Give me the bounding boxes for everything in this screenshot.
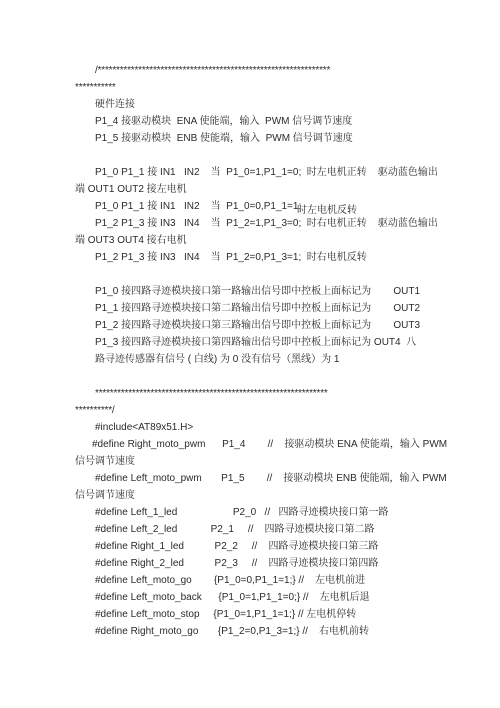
- code-define: #define Left_1_led P2_0 // 四路寻迹模块接口第一路: [95, 507, 389, 518]
- text-line: P1_2 接四路寻迹模块接口第三路输出信号即中控板上面标记为 OUT3: [95, 320, 421, 331]
- text-line: P1_0 P1_1 接 IN1 IN2 当 P1_0=0,P1_1=1;: [95, 201, 302, 212]
- text-line: P1_2 P1_3 接 IN3 IN4 当 P1_2=0,P1_3=1; 时右电机反转: [95, 252, 367, 263]
- comment-open-line: /***************************************************************: [95, 65, 331, 76]
- code-define: #define Left_moto_pwm P1_5 // 接驱动模块 ENB 使能端，输入 PWM: [95, 473, 447, 484]
- text-line: P1_4 接驱动模块 ENA 使能端，输入 PWM 信号调节速度: [95, 116, 353, 127]
- code-comment-cont: 信号调节速度: [75, 490, 135, 501]
- text-line: 路寻迹传感器有信号 ( 白线) 为 0 没有信号（黑线）为 1: [95, 354, 340, 365]
- section-title-hardware: 硬件连接: [95, 99, 135, 110]
- comment-open-line-cont: ***********: [75, 82, 116, 93]
- code-define: #define Right_2_led P2_3 // 四路寻迹模块接口第四路: [95, 558, 379, 569]
- code-define: #define Right_moto_go {P1_2=0,P1_3=1;} // 右电机前转: [95, 626, 370, 637]
- comment-close-line: ***************************************************************: [95, 388, 328, 399]
- text-line: 端 OUT3 OUT4 接右电机: [75, 235, 187, 246]
- text-line: 端 OUT1 OUT2 接左电机: [75, 184, 187, 195]
- code-comment-cont: 信号调节速度: [75, 456, 135, 467]
- comment-close-line-cont: **********/: [75, 405, 115, 416]
- code-define: #define Left_moto_stop {P1_0=1,P1_1=1;} // 左电机停转: [95, 609, 357, 620]
- text-line: P1_0 接四路寻迹模块接口第一路输出信号即中控板上面标记为 OUT1: [95, 286, 421, 297]
- text-line: P1_3 接四路寻迹模块接口第四路输出信号即中控板上面标记为 OUT4 八: [95, 337, 417, 348]
- code-define: #define Left_moto_back {P1_0=1,P1_1=0;} // 左电机后退: [95, 592, 370, 603]
- code-define: #define Left_moto_go {P1_0=0,P1_1=1;} // 左电机前进: [95, 575, 366, 586]
- code-define: #define Left_2_led P2_1 // 四路寻迹模块接口第二路: [95, 524, 375, 535]
- text-line: P1_1 接四路寻迹模块接口第二路输出信号即中控板上面标记为 OUT2: [95, 303, 421, 314]
- text-line: P1_0 P1_1 接 IN1 IN2 当 P1_0=1,P1_1=0; 时左电机正转 驱动蓝色输出: [95, 167, 438, 178]
- text-line: P1_2 P1_3 接 IN3 IN4 当 P1_2=1,P1_3=0; 时右电机正转 驱动蓝色输出: [95, 218, 438, 229]
- text-line: 时左电机反转: [297, 205, 357, 216]
- text-line: P1_5 接驱动模块 ENB 使能端，输入 PWM 信号调节速度: [95, 133, 353, 144]
- code-define: #define Right_1_led P2_2 // 四路寻迹模块接口第三路: [95, 541, 379, 552]
- code-define: #define Right_moto_pwm P1_4 // 接驱动模块 ENA 使能端，输入 PWM: [92, 439, 448, 450]
- code-include: #include<AT89x51.H>: [95, 422, 194, 433]
